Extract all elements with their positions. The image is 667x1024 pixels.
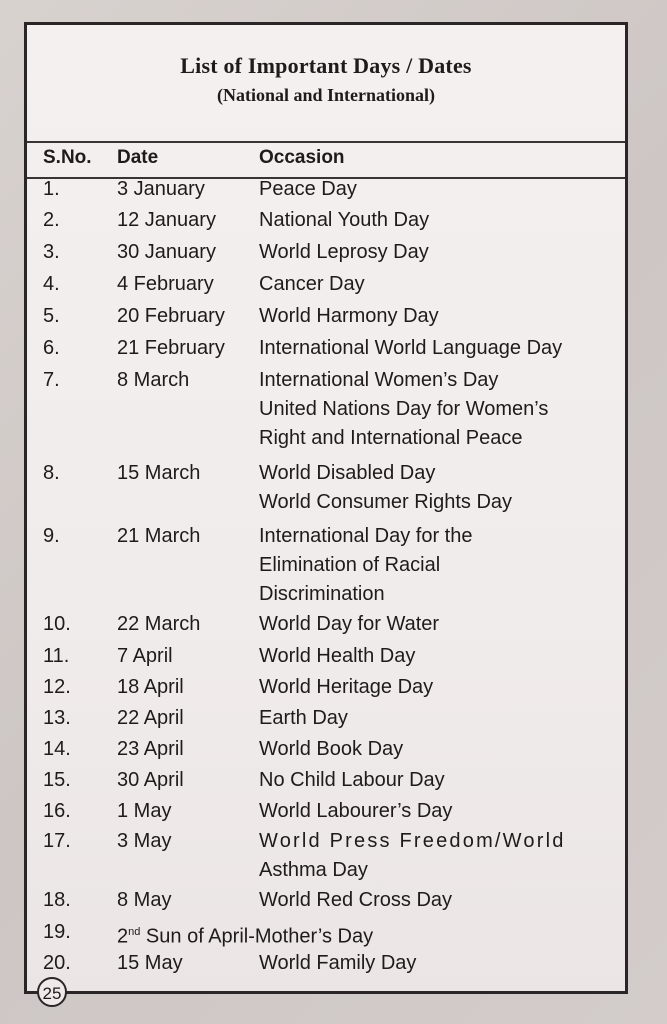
row-occasion: World Consumer Rights Day (259, 491, 513, 513)
row-sno: 1. (43, 178, 60, 200)
column-header-sno: S.No. (43, 147, 92, 168)
row-occasion: World Day for Water (259, 613, 440, 635)
row-date: 22 March (117, 613, 201, 635)
row-occasion: World Red Cross Day (259, 889, 453, 911)
row-sno: 12. (43, 676, 71, 698)
row-occasion: World Heritage Day (259, 676, 434, 698)
row-date: 21 March (117, 525, 201, 547)
row-sno: 15. (43, 769, 71, 791)
row-occasion: Discrimination (259, 583, 385, 605)
row-sno: 3. (43, 241, 60, 263)
row-date: 1 May (117, 800, 172, 822)
document-page (24, 22, 628, 1003)
row-date: 21 February (117, 337, 225, 359)
row-occasion: United Nations Day for Women’s (259, 398, 549, 420)
row-occasion: World Family Day (259, 952, 417, 974)
row-date: 15 May (117, 952, 183, 974)
row-occasion: World Book Day (259, 738, 404, 760)
row-date: 22 April (117, 707, 184, 729)
row-date: 8 March (117, 369, 190, 391)
row-occasion: Cancer Day (259, 273, 365, 295)
row-date: 18 April (117, 676, 184, 698)
row-sno: 5. (43, 305, 60, 327)
row-date: 8 May (117, 889, 172, 911)
row-occasion: World Health Day (259, 645, 416, 667)
row-sno: 2. (43, 209, 60, 231)
row-date: 2nd Sun of April-Mother’s Day (117, 925, 374, 948)
row-sno: 4. (43, 273, 60, 295)
row-occasion: World Press Freedom/World (259, 830, 566, 852)
row-date: 20 February (117, 305, 225, 327)
row-date: 4 February (117, 273, 214, 295)
page-number: 25 (37, 977, 67, 1007)
row-occasion: Right and International Peace (259, 427, 523, 449)
row-date: 12 January (117, 209, 216, 231)
row-occasion: Peace Day (259, 178, 357, 200)
row-date: 3 January (117, 178, 205, 200)
row-sno: 7. (43, 369, 60, 391)
row-date: 7 April (117, 645, 173, 667)
row-sno: 17. (43, 830, 71, 852)
row-sno: 8. (43, 462, 60, 484)
row-date: 3 May (117, 830, 172, 852)
row-occasion: World Disabled Day (259, 462, 436, 484)
row-occasion: No Child Labour Day (259, 769, 445, 791)
row-occasion: Asthma Day (259, 859, 368, 881)
page-subtitle: (National and International) (216, 85, 436, 105)
row-sno: 18. (43, 889, 71, 911)
row-sno: 6. (43, 337, 60, 359)
row-occasion: World Leprosy Day (259, 241, 429, 263)
row-sno: 10. (43, 613, 71, 635)
row-sno: 19. (43, 921, 71, 943)
row-occasion: Elimination of Racial (259, 554, 441, 576)
row-sno: 16. (43, 800, 71, 822)
row-occasion: World Harmony Day (259, 305, 439, 327)
row-date: 23 April (117, 738, 184, 760)
row-occasion: World Labourer’s Day (259, 800, 453, 822)
row-sno: 14. (43, 738, 71, 760)
row-occasion: National Youth Day (259, 209, 430, 231)
row-occasion: International World Language Day (259, 337, 563, 359)
page-title: List of Important Days / Dates (180, 53, 472, 78)
row-sno: 20. (43, 952, 71, 974)
row-occasion: International Day for the (259, 525, 473, 547)
row-occasion: International Women’s Day (259, 369, 499, 391)
row-sno: 13. (43, 707, 71, 729)
row-occasion: Earth Day (259, 707, 348, 729)
row-date: 30 April (117, 769, 184, 791)
column-header-date: Date (117, 147, 159, 168)
row-sno: 9. (43, 525, 60, 547)
row-date: 30 January (117, 241, 216, 263)
row-sno: 11. (43, 645, 70, 667)
column-header-occasion: Occasion (259, 147, 345, 168)
row-date: 15 March (117, 462, 201, 484)
header-top-rule (27, 141, 625, 143)
